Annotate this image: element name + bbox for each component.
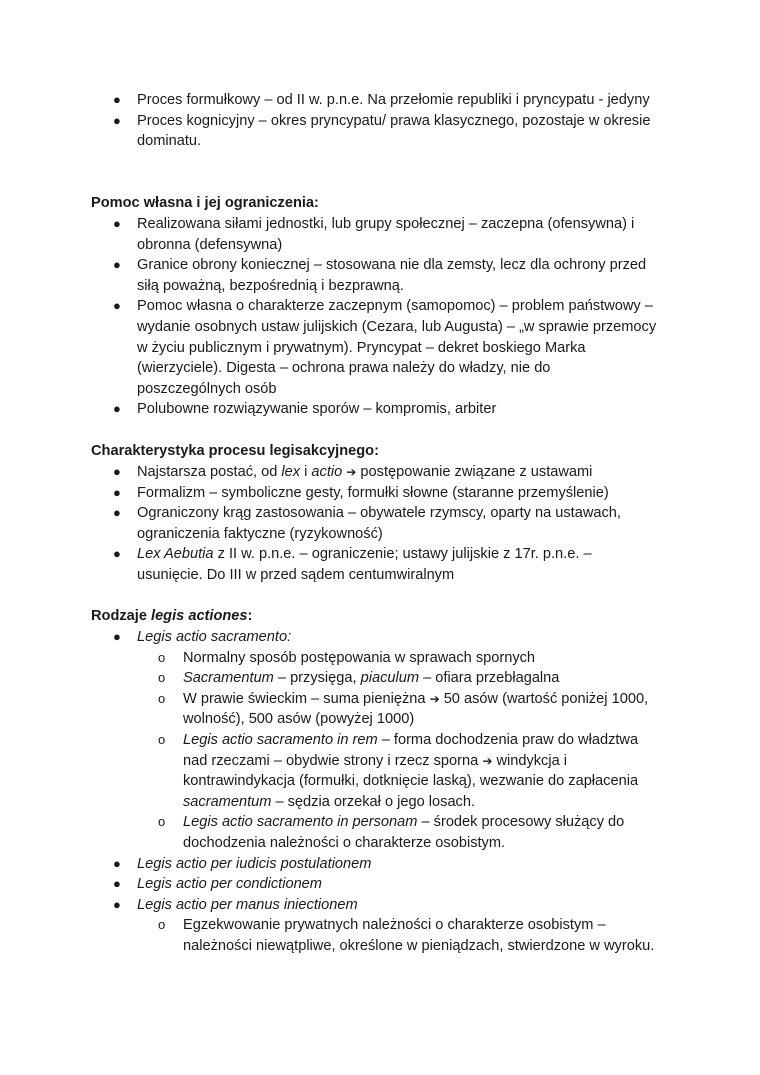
section-heading-legis-actiones: Rodzaje legis actiones: (91, 608, 253, 624)
list-item: ● Najstarsza postać, od lex i actio ➔ postępowanie związane z ustawami (0, 462, 657, 483)
circle-bullet-icon: o (158, 917, 166, 933)
top-bullet-list (0, 90, 657, 152)
sublist-item: o W prawie świeckim – suma pieniężna ➔ 50 asów (wartość poniżej 1000, wolność), 500 asów (powyżej 1000) (158, 690, 649, 728)
bullet-icon: ● (113, 257, 121, 273)
list-item: ● Legis actio per manus iniectionem o Egzekwowanie prywatnych należności o charakterze osobistym – należności niewątpliwe, określone w pieniądzach, stwierdzone w wyroku. (0, 895, 657, 957)
sublist-item: o Legis actio sacramento in personam – środek procesowy służący do dochodzenia należności o charakterze osobistym. (158, 814, 625, 851)
arrow-right-icon: ➔ (429, 691, 440, 706)
circle-bullet-icon: o (158, 690, 166, 706)
bullet-icon: ● (113, 546, 121, 562)
bullet-icon: ● (113, 112, 121, 128)
list-item: ● Ograniczony krąg zastosowania – obywatele rzymscy, oparty na ustawach, ograniczenia faktyczne (ryzykowność) (113, 505, 621, 542)
bullet-icon: ● (113, 629, 121, 644)
bullet-icon: ● (113, 876, 121, 892)
self-help-list (0, 214, 657, 420)
list-item: ● Formalizm – symboliczne gesty, formułki słowne (staranne przemyślenie) (0, 483, 657, 504)
list-item: ● Lex Aebutia z II w. p.n.e. – ograniczenie; ustawy julijskie z 17r. p.n.e. – usunięcie. Do III w przed sądem centumwiralnym (113, 546, 592, 583)
bullet-icon: ● (113, 896, 121, 912)
list-item: ● Realizowana siłami jednostki, lub grupy społecznej – zaczepna (ofensywna) i obronna (defensywna) (113, 216, 635, 253)
bullet-icon: ● (113, 401, 121, 417)
arrow-right-icon: ➔ (346, 465, 357, 479)
list-item: ● Legis actio sacramento: o Normalny sposób postępowania w sprawach spornych o Sacramentum – przysięga, piaculum – ofiara przebłagalna o W prawie świeckim – suma pieniężna ➔ 50 asów (wartość poniżej 1000, wolność), 500 asów (powyżej 1000) o Legis actio sacramento in rem – forma dochodzenia praw do władztwa nad rzeczami – obydwie strony i rzecz sporna ➔ windykcja i kontrawindykacja (formułki, dotknięcie laską), wezwanie do zapłacenia sacramentum – sędzia orzekał o jego losach. o Legis actio sacramento in personam – środek procesowy służący do dochodzenia należności o charakterze osobistym. (0, 627, 657, 854)
sacramento-sublist (137, 648, 657, 854)
bullet-icon: ● (113, 216, 121, 231)
bullet-icon: ● (113, 92, 121, 107)
legis-process-list (0, 462, 657, 586)
circle-bullet-icon: o (158, 649, 166, 665)
sublist-item: o Sacramentum – przysięga, piaculum – ofiara przebłagalna (183, 668, 659, 689)
list-item: ● Legis actio per condictionem (0, 874, 657, 895)
list-item: ● Pomoc własna o charakterze zaczepnym (samopomoc) – problem państwowy – wydanie osobnych ustaw julijskich (Cezara, lub Augusta) – „w sprawie przemocy w życiu publicznym i prywatnym). Pryncypat – dekret boskiego Marka (wierzyciele). Digesta – ochrona prawa należy do władzy, nie do poszczególnych osób (113, 298, 657, 397)
list-item: ● Proces kognicyjny – okres pryncypatu/ prawa klasycznego, pozostaje w okresie dominatu. (113, 112, 651, 150)
arrow-right-icon: ➔ (482, 753, 493, 768)
sublist-item: o Normalny sposób postępowania w sprawach spornych (183, 648, 659, 669)
section-heading-legis-process: Charakterystyka procesu legisakcyjnego: (91, 443, 379, 459)
circle-bullet-icon: o (158, 814, 166, 830)
circle-bullet-icon: o (158, 731, 166, 747)
legis-actiones-list (0, 627, 657, 957)
circle-bullet-icon: o (158, 670, 166, 686)
list-item: ● Proces formułkowy – od II w. p.n.e. Na przełomie republiki i pryncypatu - jedyny (0, 90, 657, 111)
bullet-icon: ● (113, 505, 121, 521)
list-item: ● Polubowne rozwiązywanie sporów – kompromis, arbiter (0, 399, 657, 420)
bullet-icon: ● (113, 855, 121, 871)
bullet-icon: ● (113, 484, 121, 500)
sublist-item: o Legis actio sacramento in rem – forma dochodzenia praw do władztwa nad rzeczami – obydwie strony i rzecz sporna ➔ windykcja i kontrawindykacja (formułki, dotknięcie laską), wezwanie do zapłacenia sacramentum – sędzia orzekał o jego losach. (158, 731, 639, 810)
bullet-icon: ● (113, 298, 121, 314)
sublist-item: o Egzekwowanie prywatnych należności o charakterze osobistym – należności niewątpliwe, określone w pieniądzach, stwierdzone w wyroku. (158, 917, 655, 954)
section-heading-self-help: Pomoc własna i jej ograniczenia: (91, 195, 319, 211)
list-item: ● Legis actio per iudicis postulationem (0, 854, 657, 875)
manus-sublist (137, 915, 657, 956)
bullet-icon: ● (113, 464, 121, 479)
list-item: ● Granice obrony koniecznej – stosowana nie dla zemsty, lecz dla ochrony przed siłą poważną, bezpośrednią i bezprawną. (113, 257, 647, 294)
